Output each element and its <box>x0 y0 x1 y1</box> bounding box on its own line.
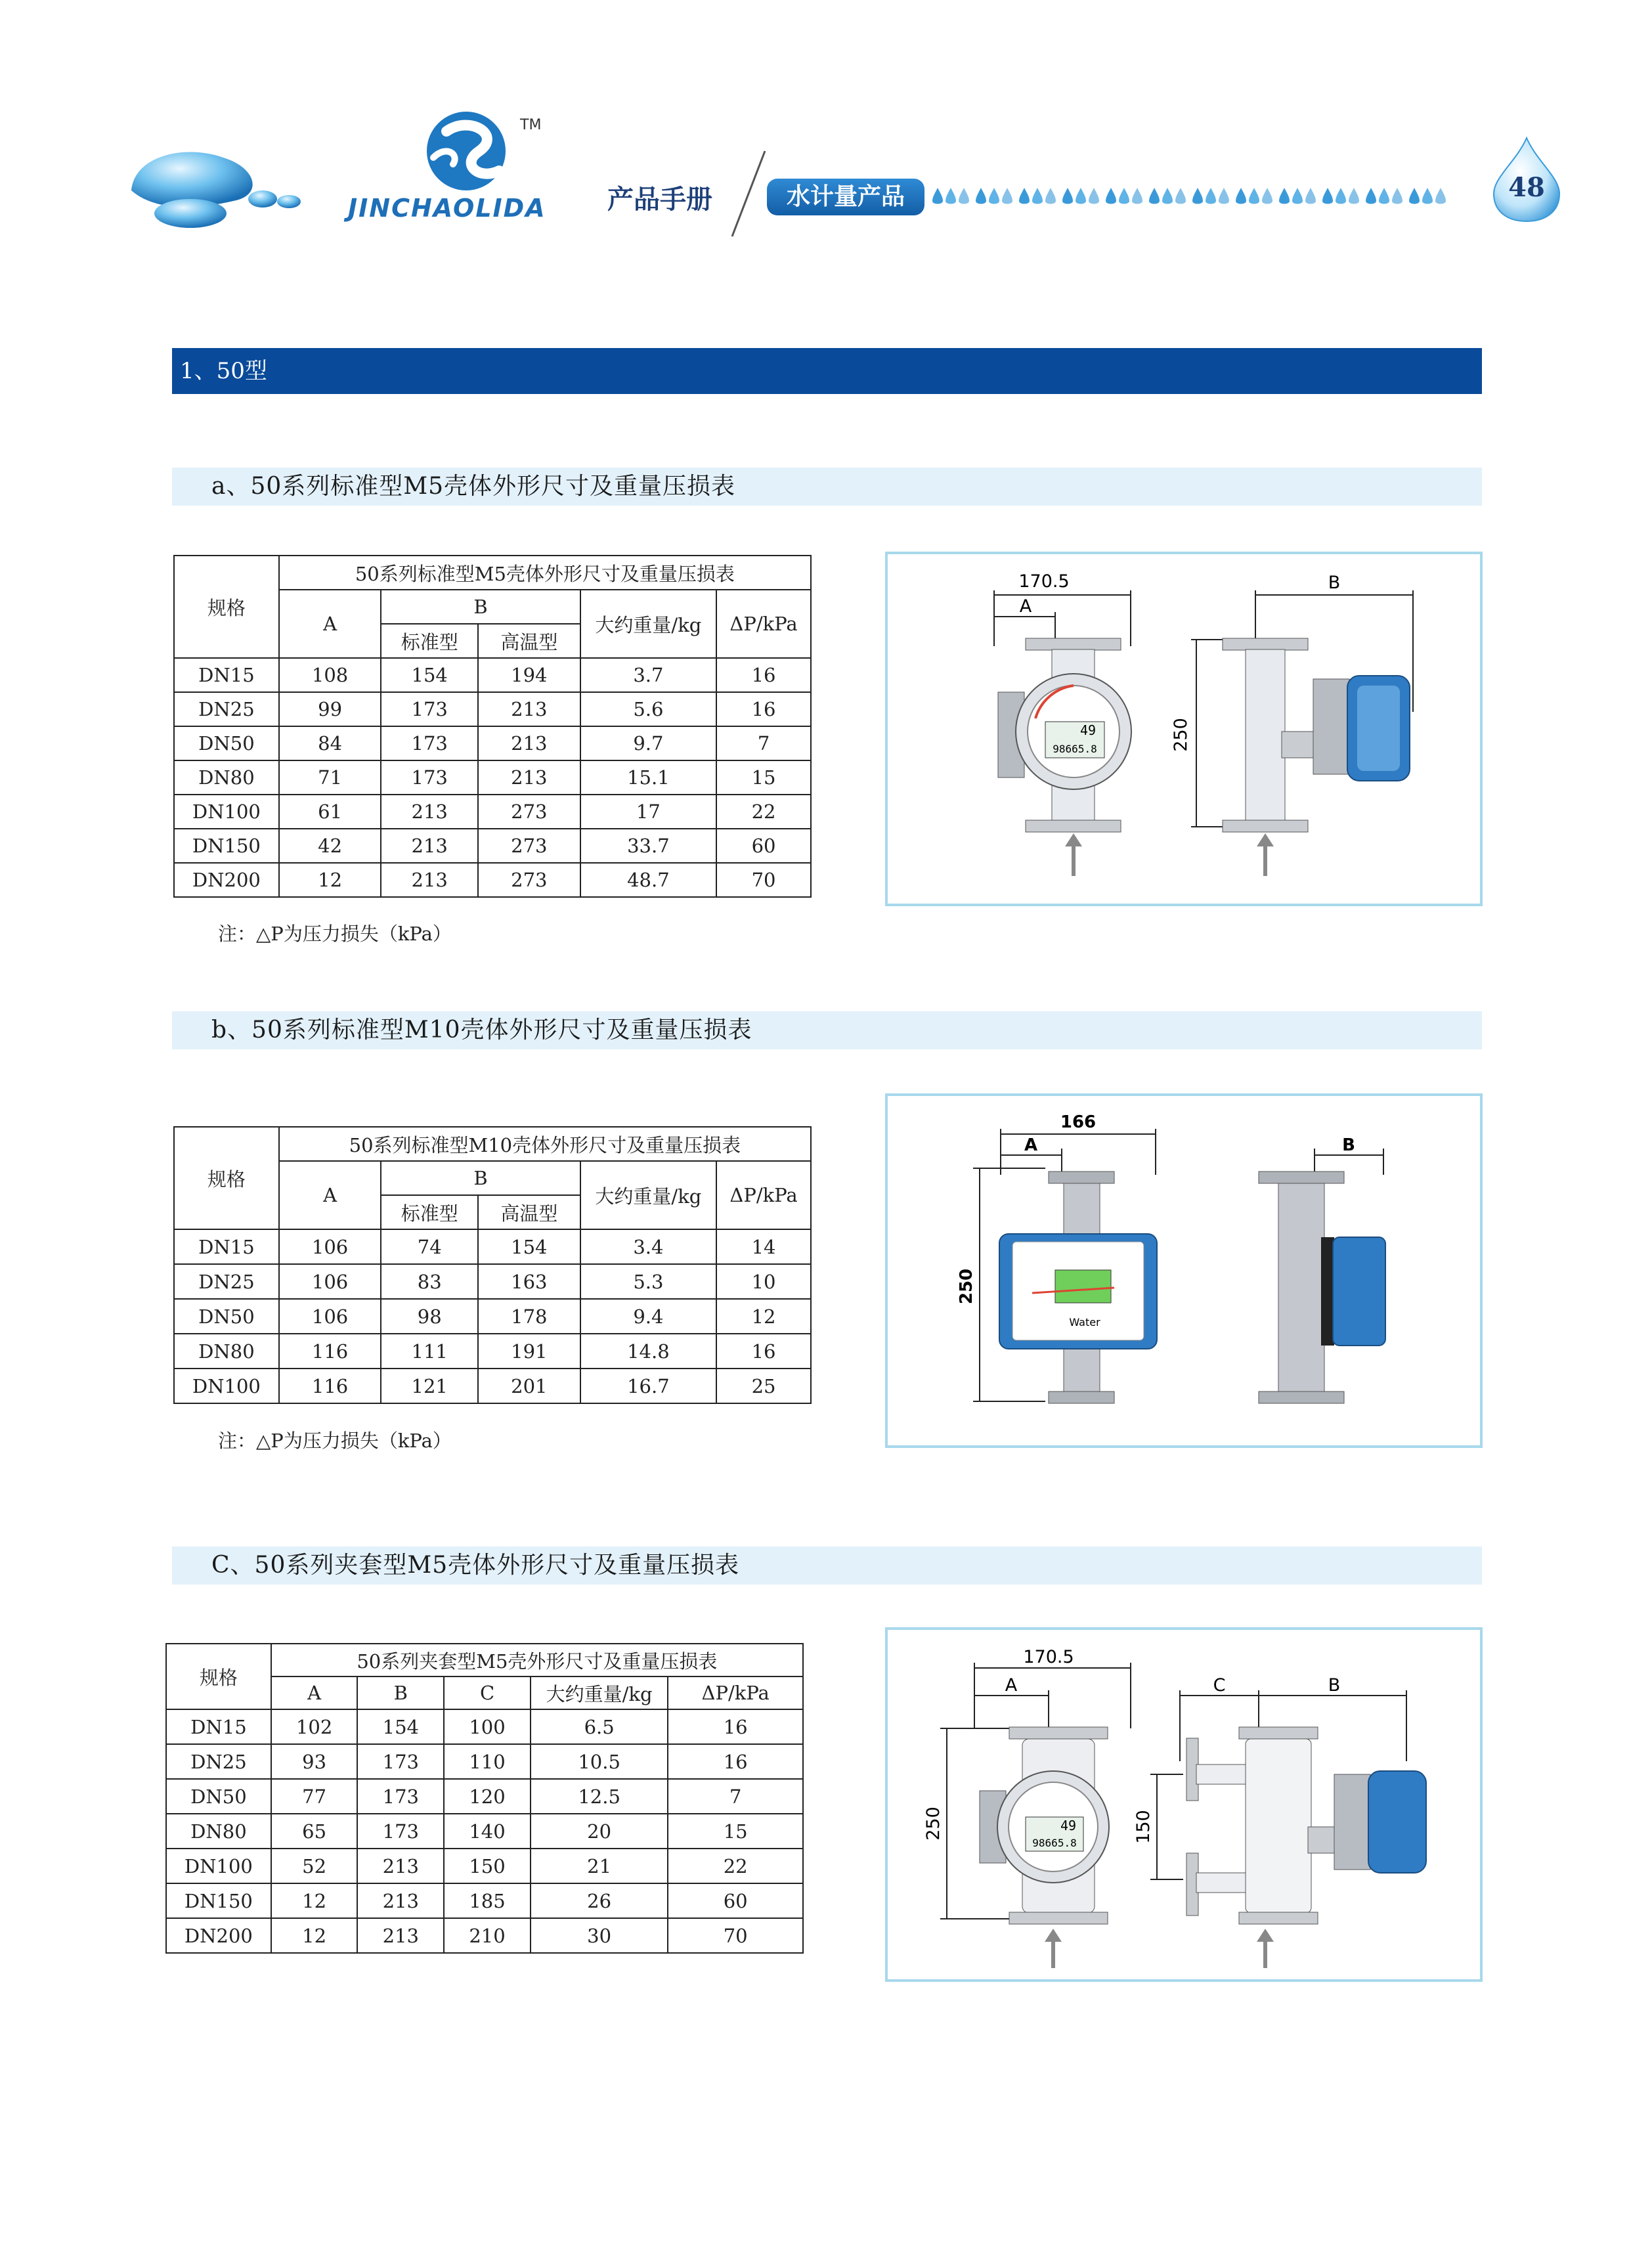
cell-value: 210 <box>444 1918 531 1953</box>
cell-value: 93 <box>271 1744 358 1779</box>
cell-value: 25 <box>716 1369 811 1403</box>
cell-value: 213 <box>357 1883 444 1918</box>
cell-spec: DN80 <box>166 1814 271 1849</box>
cell-value: 106 <box>279 1299 381 1334</box>
cell-value: 154 <box>381 658 478 692</box>
cell-spec: DN50 <box>174 726 279 760</box>
display-value: 49 <box>1060 1818 1077 1833</box>
dim-a-label: A <box>1005 1675 1018 1696</box>
table-note-b: 注：△P为压力损失（kPa） <box>218 1430 452 1452</box>
cell-value: 65 <box>271 1814 358 1849</box>
cell-value: 12 <box>271 1918 358 1953</box>
table-row <box>174 1299 811 1334</box>
meter-front-view <box>980 1727 1109 1968</box>
subsection-heading-b: b、50系列标准型M10壳体外形尺寸及重量压损表 <box>172 1011 1482 1049</box>
cell-value: 33.7 <box>580 829 716 863</box>
cell-value: 173 <box>381 692 478 726</box>
cell-value: 5.3 <box>580 1264 716 1299</box>
label-water: Water <box>1069 1316 1100 1328</box>
cell-value: 30 <box>531 1918 668 1953</box>
cell-value: 14.8 <box>580 1334 716 1369</box>
cell-value: 201 <box>478 1369 580 1403</box>
cell-value: 84 <box>279 726 381 760</box>
dim-h2-label: 150 <box>1133 1810 1154 1844</box>
cell-value: 83 <box>381 1264 478 1299</box>
dim-b-label: B <box>1328 1675 1341 1696</box>
table-row <box>174 726 811 760</box>
brand-name: JINCHAOLIDA <box>348 194 546 223</box>
cell-spec: DN100 <box>166 1849 271 1883</box>
table-row <box>166 1709 803 1744</box>
table-row <box>166 1849 803 1883</box>
cell-value: 173 <box>381 726 478 760</box>
header-dp: ΔP/kPa <box>716 590 811 658</box>
cell-value: 213 <box>478 692 580 726</box>
cell-value: 22 <box>716 795 811 829</box>
cell-value: 71 <box>279 760 381 795</box>
cell-value: 14 <box>716 1229 811 1264</box>
cell-value: 26 <box>531 1883 668 1918</box>
table-row <box>174 1369 811 1403</box>
cell-value: 60 <box>668 1883 803 1918</box>
cell-spec: DN200 <box>166 1918 271 1953</box>
cell-value: 15 <box>716 760 811 795</box>
table-row <box>174 863 811 897</box>
display-total: 98665.8 <box>1053 743 1097 755</box>
cell-value: 16 <box>668 1709 803 1744</box>
table-body <box>174 1229 811 1403</box>
header-a: A <box>279 590 381 658</box>
trademark-mark: TM <box>520 117 542 133</box>
header-b-standard: 标准型 <box>381 624 478 658</box>
cell-value: 7 <box>668 1779 803 1814</box>
header-dp: ΔP/kPa <box>668 1676 803 1709</box>
dim-a-label: A <box>1024 1135 1038 1155</box>
header-weight: 大约重量/kg <box>531 1676 668 1709</box>
table-row <box>166 1883 803 1918</box>
cell-value: 273 <box>478 795 580 829</box>
dim-b-label: B <box>1328 573 1341 593</box>
header-b-high-temp: 高温型 <box>478 624 580 658</box>
cell-value: 213 <box>478 760 580 795</box>
dim-b-label: B <box>1342 1135 1355 1155</box>
dim-h-label: 250 <box>957 1268 976 1305</box>
cell-spec: DN200 <box>174 863 279 897</box>
cell-value: 16 <box>716 658 811 692</box>
section-title: 1、50型 <box>172 348 1482 394</box>
cell-value: 16 <box>716 692 811 726</box>
cell-spec: DN15 <box>166 1709 271 1744</box>
table-row <box>174 658 811 692</box>
table-note-a: 注：△P为压力损失（kPa） <box>218 923 452 945</box>
dimension-drawing-b <box>888 1096 1480 1445</box>
figure-c <box>885 1627 1483 1982</box>
cell-spec: DN80 <box>174 1334 279 1369</box>
cell-value: 213 <box>357 1918 444 1953</box>
cell-spec: DN150 <box>174 829 279 863</box>
cell-value: 213 <box>381 795 478 829</box>
cell-spec: DN25 <box>166 1744 271 1779</box>
cell-value: 116 <box>279 1369 381 1403</box>
table-row <box>174 829 811 863</box>
dim-total-label: 170.5 <box>1018 571 1070 592</box>
table-row <box>174 692 811 726</box>
dimension-drawing-a <box>888 554 1480 904</box>
header-c: C <box>444 1676 531 1709</box>
figure-b <box>885 1093 1483 1448</box>
meter-front-view <box>998 638 1131 876</box>
cell-value: 16.7 <box>580 1369 716 1403</box>
header-a: A <box>279 1161 381 1229</box>
table-row <box>166 1918 803 1953</box>
header-b: B <box>381 1161 580 1195</box>
cell-value: 213 <box>381 829 478 863</box>
cell-spec: DN100 <box>174 1369 279 1403</box>
cell-value: 15.1 <box>580 760 716 795</box>
cell-value: 111 <box>381 1334 478 1369</box>
cell-value: 213 <box>357 1849 444 1883</box>
cell-value: 154 <box>478 1229 580 1264</box>
cell-value: 22 <box>668 1849 803 1883</box>
cell-value: 16 <box>668 1744 803 1779</box>
dim-a-label: A <box>1019 596 1032 617</box>
dim-total-label: 170.5 <box>1023 1647 1074 1667</box>
cell-value: 7 <box>716 726 811 760</box>
dim-h-label: 250 <box>1171 718 1191 752</box>
cell-value: 213 <box>478 726 580 760</box>
cell-value: 121 <box>381 1369 478 1403</box>
divider-slash <box>729 148 768 240</box>
meter-side-view <box>1259 1172 1385 1403</box>
cell-value: 20 <box>531 1814 668 1849</box>
cell-value: 12 <box>279 863 381 897</box>
cell-spec: DN150 <box>166 1883 271 1918</box>
cell-spec: DN80 <box>174 760 279 795</box>
spec-table-b <box>173 1126 812 1404</box>
figure-a <box>885 552 1483 906</box>
header-weight: 大约重量/kg <box>580 590 716 658</box>
cell-value: 9.7 <box>580 726 716 760</box>
cell-value: 10 <box>716 1264 811 1299</box>
header-spec: 规格 <box>174 1127 279 1229</box>
header-b: B <box>357 1676 444 1709</box>
dim-total-label: 166 <box>1060 1112 1097 1132</box>
cell-value: 108 <box>279 658 381 692</box>
header-b-standard: 标准型 <box>381 1195 478 1229</box>
header-b-high-temp: 高温型 <box>478 1195 580 1229</box>
table-row <box>166 1814 803 1849</box>
display-value: 49 <box>1079 722 1097 738</box>
cell-value: 6.5 <box>531 1709 668 1744</box>
spec-table-a <box>173 555 812 898</box>
header-dp: ΔP/kPa <box>716 1161 811 1229</box>
table-row <box>174 1229 811 1264</box>
cell-value: 12 <box>271 1883 358 1918</box>
table-row <box>174 1264 811 1299</box>
table-body <box>174 658 811 897</box>
table-row <box>174 795 811 829</box>
cell-value: 3.7 <box>580 658 716 692</box>
header-weight: 大约重量/kg <box>580 1161 716 1229</box>
header-spec: 规格 <box>174 556 279 658</box>
dimension-drawing-c <box>888 1630 1480 1979</box>
cell-value: 42 <box>279 829 381 863</box>
cell-value: 15 <box>668 1814 803 1849</box>
cell-value: 173 <box>357 1814 444 1849</box>
cell-value: 178 <box>478 1299 580 1334</box>
cell-value: 273 <box>478 863 580 897</box>
meter-side-view <box>1223 638 1410 876</box>
cell-value: 70 <box>668 1918 803 1953</box>
cell-value: 17 <box>580 795 716 829</box>
cell-value: 140 <box>444 1814 531 1849</box>
page-number: 48 <box>1508 172 1545 203</box>
cell-value: 61 <box>279 795 381 829</box>
dim-c-label: C <box>1213 1675 1226 1696</box>
cell-value: 60 <box>716 829 811 863</box>
table-caption: 50系列标准型M5壳体外形尺寸及重量压损表 <box>279 556 811 590</box>
meter-side-view <box>1186 1727 1426 1968</box>
display-total: 98665.8 <box>1032 1837 1077 1849</box>
table-row <box>166 1744 803 1779</box>
cell-spec: DN100 <box>174 795 279 829</box>
cell-value: 106 <box>279 1264 381 1299</box>
dim-h-label: 250 <box>923 1807 944 1841</box>
cell-value: 74 <box>381 1229 478 1264</box>
cell-value: 21 <box>531 1849 668 1883</box>
meter-front-view <box>999 1172 1157 1403</box>
category-badge: 水计量产品 <box>767 179 924 215</box>
subsection-heading-c: C、50系列夹套型M5壳体外形尺寸及重量压损表 <box>172 1546 1482 1585</box>
cell-spec: DN50 <box>174 1299 279 1334</box>
cell-value: 213 <box>381 863 478 897</box>
cell-value: 163 <box>478 1264 580 1299</box>
table-row <box>174 1334 811 1369</box>
cell-value: 150 <box>444 1849 531 1883</box>
cell-value: 12.5 <box>531 1779 668 1814</box>
table-caption: 50系列标准型M10壳体外形尺寸及重量压损表 <box>279 1127 811 1161</box>
subsection-heading-a: a、50系列标准型M5壳体外形尺寸及重量压损表 <box>172 468 1482 506</box>
cell-value: 194 <box>478 658 580 692</box>
header-a: A <box>271 1676 358 1709</box>
cell-value: 173 <box>357 1779 444 1814</box>
header-b: B <box>381 590 580 624</box>
cell-value: 102 <box>271 1709 358 1744</box>
cell-value: 154 <box>357 1709 444 1744</box>
cell-value: 110 <box>444 1744 531 1779</box>
water-drops-graphic <box>125 128 309 240</box>
cell-spec: DN25 <box>174 1264 279 1299</box>
cell-value: 70 <box>716 863 811 897</box>
cell-spec: DN50 <box>166 1779 271 1814</box>
cell-value: 99 <box>279 692 381 726</box>
cell-value: 173 <box>381 760 478 795</box>
manual-title: 产品手册 <box>607 185 712 215</box>
cell-spec: DN25 <box>174 692 279 726</box>
cell-value: 120 <box>444 1779 531 1814</box>
cell-value: 100 <box>444 1709 531 1744</box>
cell-value: 185 <box>444 1883 531 1918</box>
cell-value: 48.7 <box>580 863 716 897</box>
cell-value: 3.4 <box>580 1229 716 1264</box>
cell-value: 77 <box>271 1779 358 1814</box>
cell-value: 173 <box>357 1744 444 1779</box>
cell-spec: DN15 <box>174 1229 279 1264</box>
cell-value: 12 <box>716 1299 811 1334</box>
cell-value: 10.5 <box>531 1744 668 1779</box>
decorative-drops-row <box>932 185 1458 211</box>
cell-spec: DN15 <box>174 658 279 692</box>
cell-value: 5.6 <box>580 692 716 726</box>
table-caption: 50系列夹套型M5壳外形尺寸及重量压损表 <box>271 1644 803 1676</box>
spec-table-c <box>165 1643 804 1954</box>
header-spec: 规格 <box>166 1644 271 1709</box>
cell-value: 273 <box>478 829 580 863</box>
cell-value: 9.4 <box>580 1299 716 1334</box>
cell-value: 116 <box>279 1334 381 1369</box>
cell-value: 16 <box>716 1334 811 1369</box>
cell-value: 191 <box>478 1334 580 1369</box>
table-body <box>166 1709 803 1953</box>
table-row <box>166 1779 803 1814</box>
cell-value: 106 <box>279 1229 381 1264</box>
table-row <box>174 760 811 795</box>
cell-value: 98 <box>381 1299 478 1334</box>
cell-value: 52 <box>271 1849 358 1883</box>
